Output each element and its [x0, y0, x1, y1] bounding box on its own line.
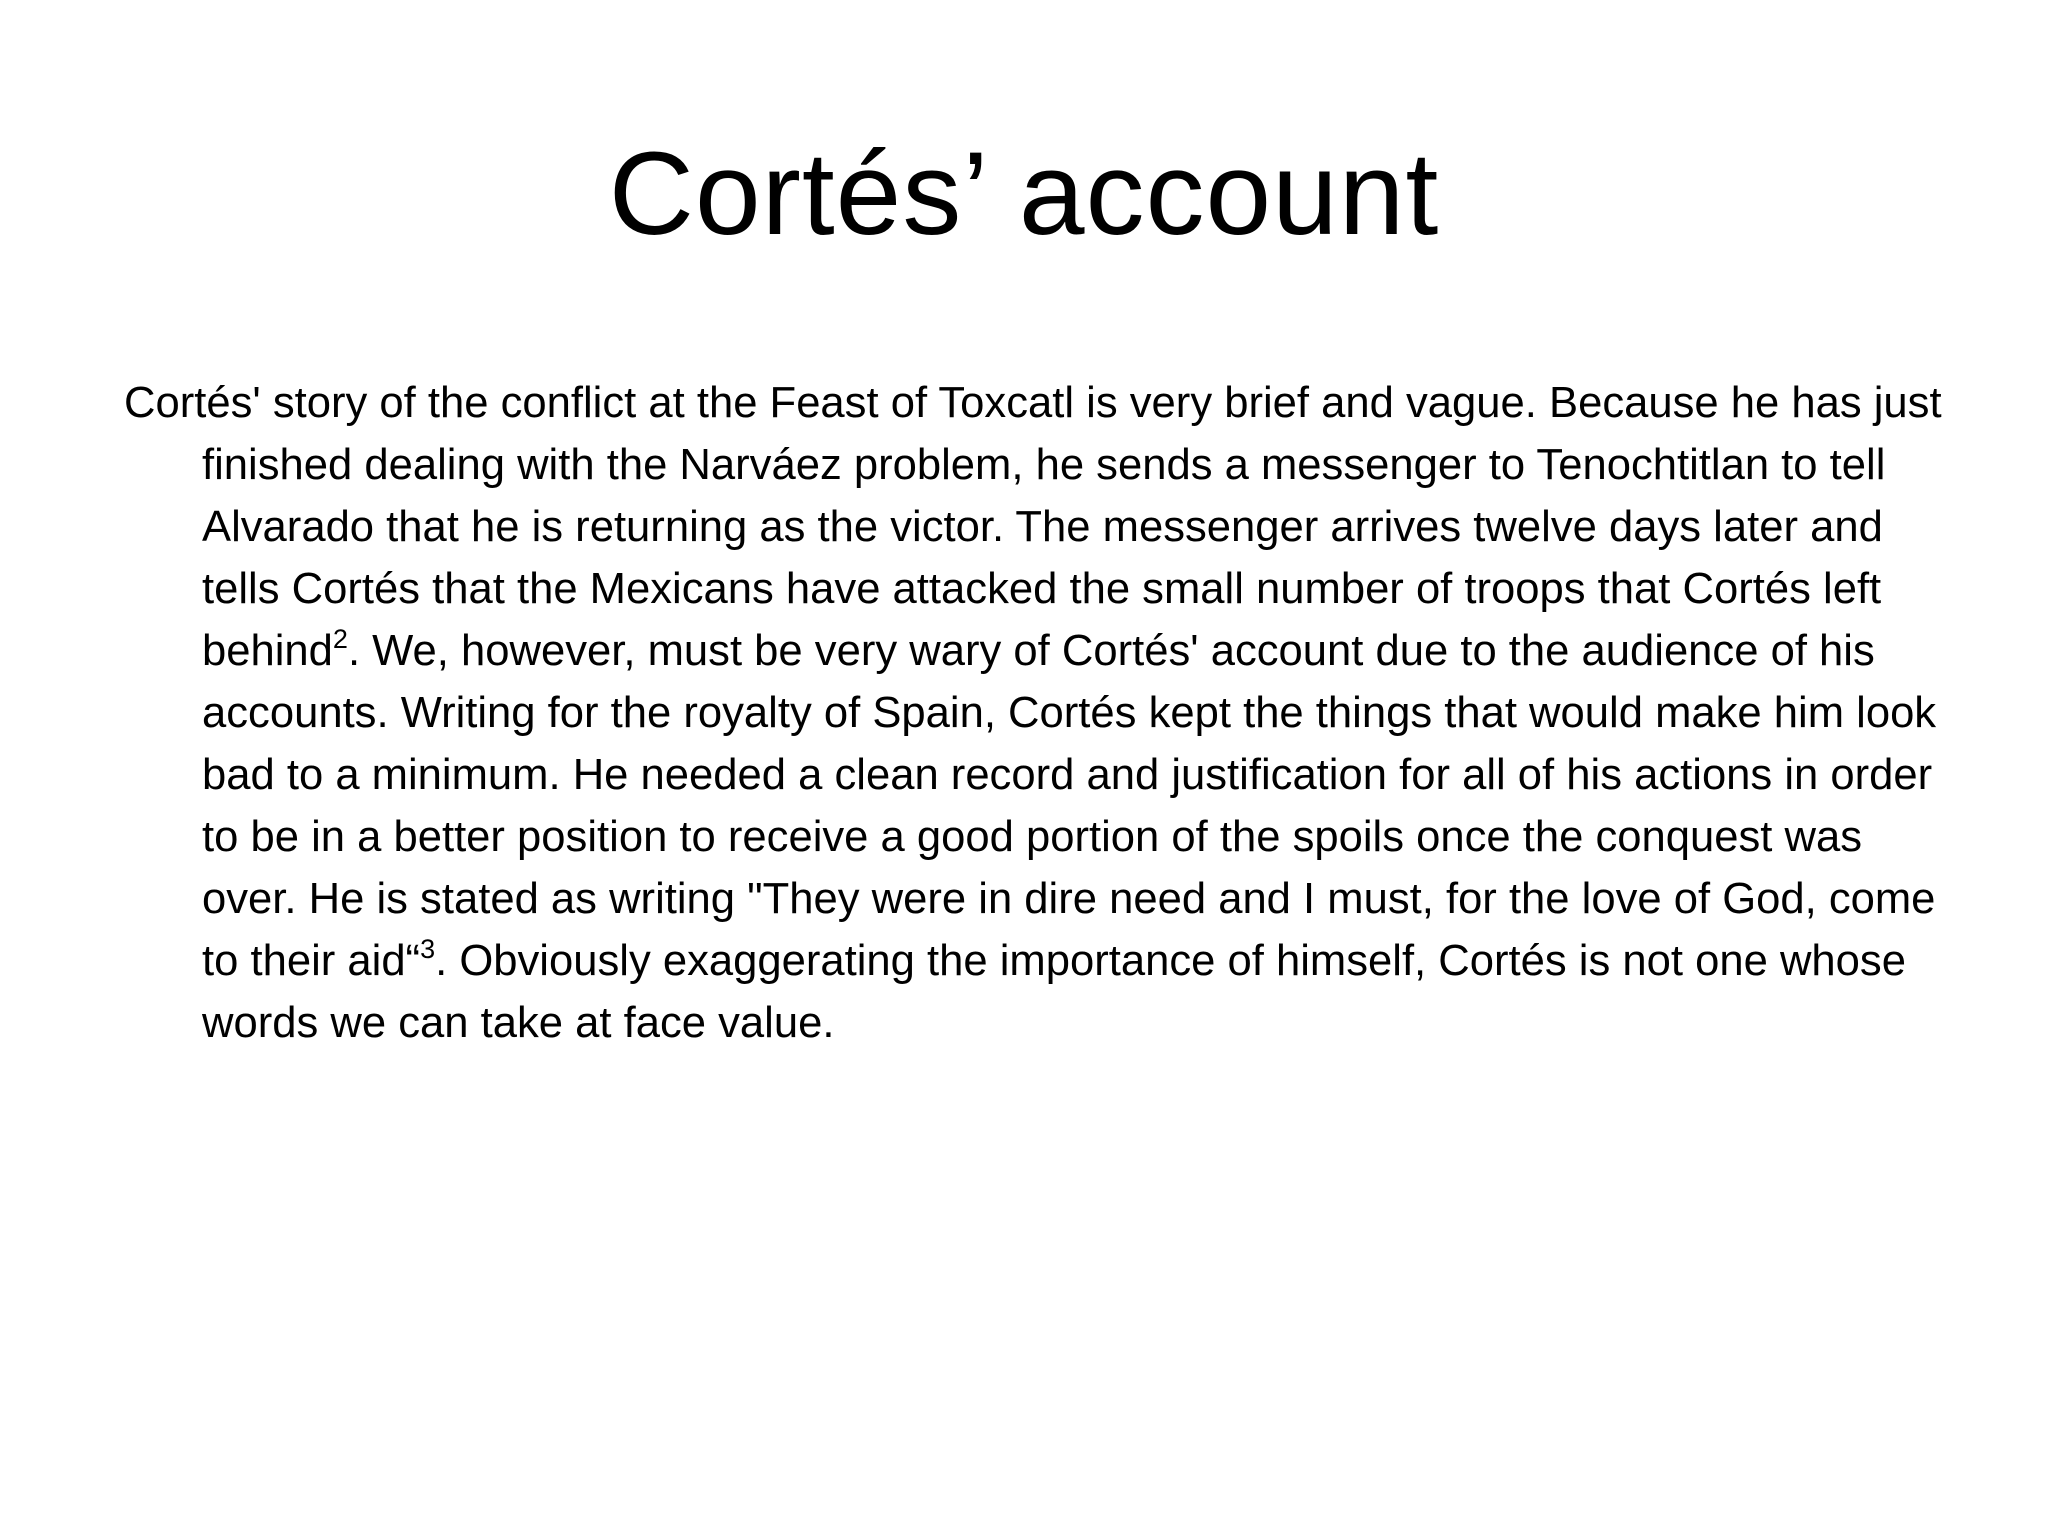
body-paragraph	[124, 372, 1964, 1054]
slide-body	[124, 372, 1964, 1054]
footnote-marker-3: 3	[420, 934, 436, 965]
body-text-part-1: Cortés' story of the conflict at the Feast of Toxcatl is very brief and vague. Because he has just finished dealing with the Narváez problem, he sends a messenger to Tenochtitlan to tell Alvarado that he is returning as the victor. The messenger arrives twelve days later and tells Cortés that the Mexicans have attacked the small number of troops that Cortés left behind	[124, 379, 1942, 675]
slide-title: Cortés’ account	[608, 128, 1440, 260]
footnote-marker-2: 2	[332, 624, 348, 655]
body-text-part-3: . Obviously exaggerating the importance of himself, Cortés is not one whose words we can take at face value.	[202, 937, 1906, 1047]
body-text-part-2: . We, however, must be very wary of Cortés' account due to the audience of his accounts. Writing for the royalty of Spain, Cortés kept the things that would make him look bad to a minimum. He needed a clean record and justification for all of his actions in order to be in a better position to receive a good portion of the spoils once the conquest was over. He is stated as writing "They were in dire need and I must, for the love of God, come to their aid“	[202, 627, 1937, 985]
